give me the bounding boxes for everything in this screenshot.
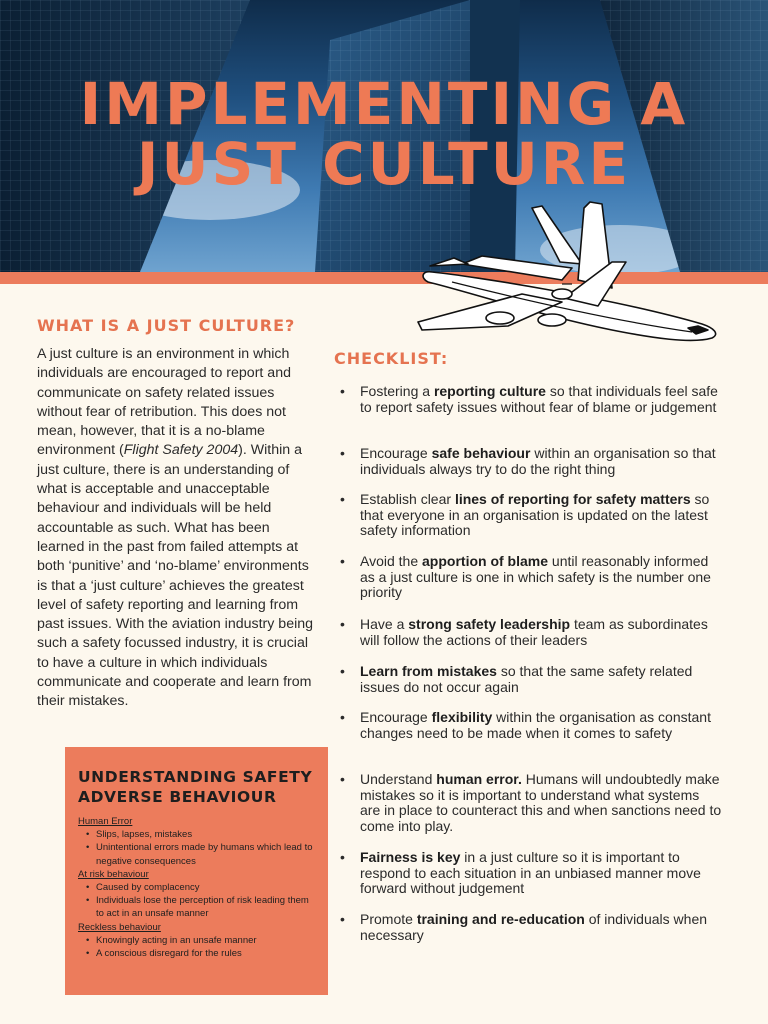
list-item: • Knowingly acting in an unsafe manner [96, 934, 316, 947]
section-heading-what-is: WHAT IS A JUST CULTURE? [37, 316, 296, 335]
page-title [0, 70, 768, 198]
box-section-at-risk: At risk behaviour [78, 868, 149, 880]
intro-citation: Flight Safety 2004 [123, 442, 239, 459]
intro-text-part-1: A just culture is an environment in which individuals are encouraged to report and communicate on safety related issues without fear of retribution. This does not mean, however, that it is a no-blame environment ( [37, 346, 291, 459]
checklist-item: • Learn from mistakes so that the same safety related issues do not occur again [340, 664, 722, 695]
list-item: • A conscious disregard for the rules [96, 947, 316, 960]
intro-paragraph [37, 345, 319, 712]
checklist-heading: CHECKLIST: [334, 349, 449, 368]
airplane-illustration [412, 198, 724, 348]
checklist-item: • Encourage safe behaviour within an organisation so that individuals always try to do the right thing [340, 446, 722, 477]
checklist-item: • Fairness is key in a just culture so it is important to respond to each situation in an unbiased manner move forward without judgement [340, 850, 722, 897]
list-item: • Unintentional errors made by humans which lead to negative consequences [96, 841, 316, 868]
adverse-behaviour-box [65, 747, 328, 995]
list-item: • Slips, lapses, mistakes [96, 828, 316, 841]
checklist-item: • Promote training and re-education of individuals when necessary [340, 912, 722, 943]
checklist-item: • Fostering a reporting culture so that individuals feel safe to report safety issues without fear of blame or judgement [340, 384, 722, 415]
box-title: UNDERSTANDING SAFETY ADVERSE BEHAVIOUR [78, 768, 313, 806]
intro-text-part-2: ). Within a just culture, there is an understanding of what is acceptable and unacceptable behaviour and individuals will be held accountable as such. What has been learned in the past from failed attempts at both ‘punitive’ and ‘no-blame’ environments is that a ‘just culture’ achieves the greatest level of safety reporting and learning from past issues. With the aviation industry being such a safety focussed industry, it is crucial to have a culture in which individuals communicate and cooperate and learn from their mistakes. [37, 442, 314, 710]
list-item: • Caused by complacency [96, 881, 316, 894]
box-section-reckless: Reckless behaviour [78, 921, 161, 933]
title-line-2: JUST CULTURE [136, 130, 632, 198]
checklist-item: • Understand human error. Humans will undoubtedly make mistakes so it is important to understand what systems are in place to counteract this and when sanctions need to come into play. [340, 772, 722, 834]
box-section-human-error: Human Error [78, 816, 133, 827]
checklist-item: • Encourage flexibility within the organisation as constant changes need to be made when it comes to safety [340, 710, 722, 741]
checklist-item: • Establish clear lines of reporting for safety matters so that everyone in an organisation is updated on the latest safety information [340, 492, 722, 539]
title-line-1: IMPLEMENTING A [79, 70, 689, 138]
checklist-item: • Have a strong safety leadership team as subordinates will follow the actions of their leaders [340, 617, 722, 648]
list-item: • Individuals lose the perception of risk leading them to act in an unsafe manner [96, 894, 316, 921]
checklist-item: • Avoid the apportion of blame until reasonably informed as a just culture is one in which safety is the number one priority [340, 554, 722, 601]
